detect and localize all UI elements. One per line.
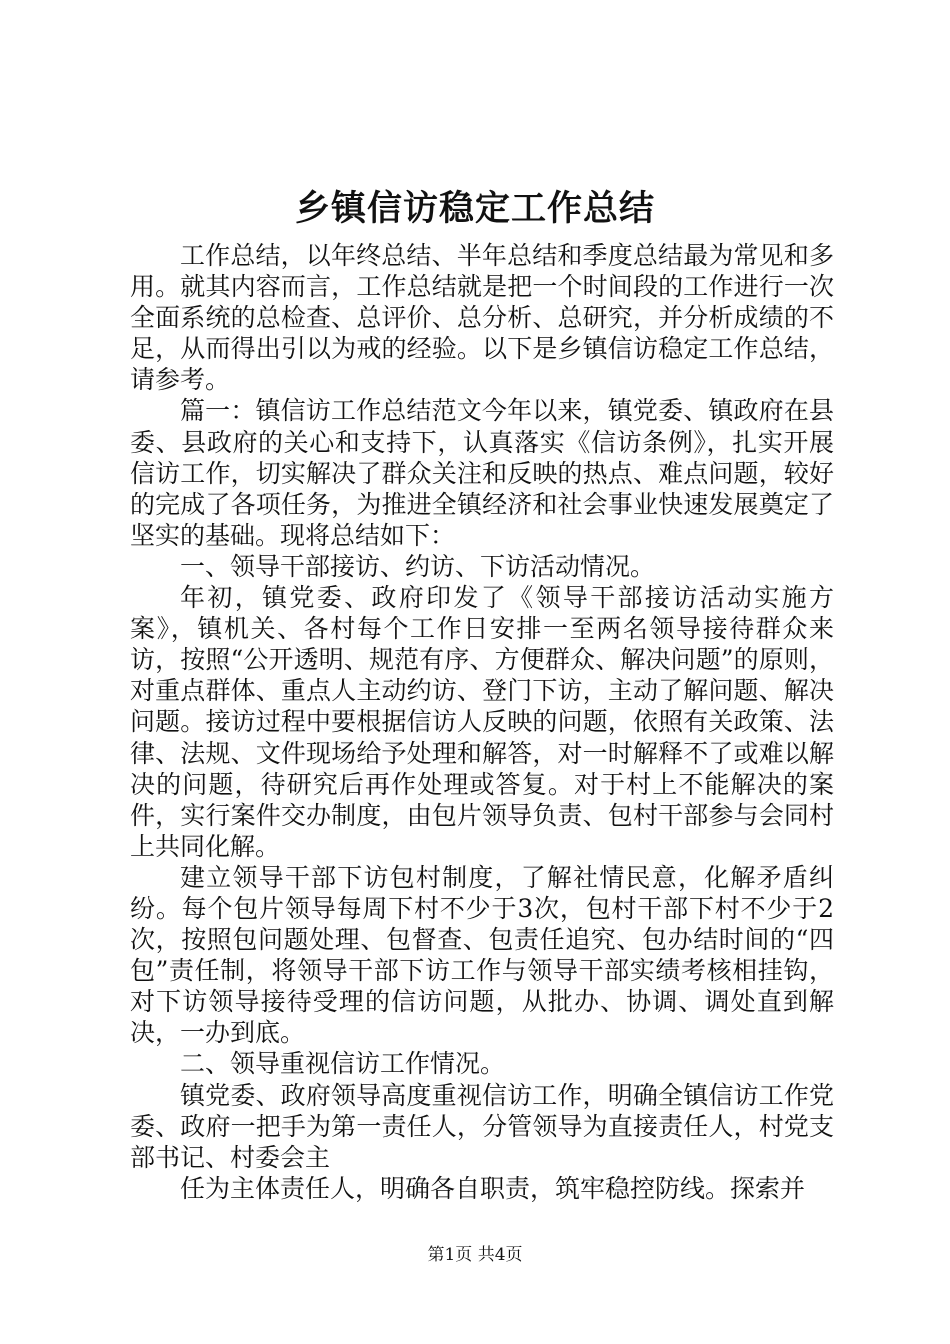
page-title: 乡镇信访稳定工作总结	[294, 188, 655, 229]
section-heading-one: 一、领导干部接访、约访、下访活动情况。	[180, 551, 656, 581]
paragraph-village-visits: 建立领导干部下访包村制度，了解社情民意，化解矛盾纠纷。每个包片领导每周下村不少于3次，包村干部下村不少于2次，按照包问题处理、包督查、包责任追究、包办结时间的“四包”责任制，将领导干部下访工作与领导干部实绩考核相挂钩，对下访领导接待受理的信访问题，从批办、协调、调处直到解决，一办到底。	[130, 862, 834, 1048]
paragraph-leadership: 镇党委、政府领导高度重视信访工作，明确全镇信访工作党委、政府一把手为第一责任人，分管领导为直接责任人，村党支部书记、村委会主	[130, 1080, 834, 1172]
page-number-footer: 第1页 共4页	[427, 1245, 523, 1265]
section-heading-two: 二、领导重视信访工作情况。	[180, 1049, 506, 1079]
paragraph-intro: 工作总结，以年终总结、半年总结和季度总结最为常见和多用。就其内容而言，工作总结就是把一个时间段的工作进行一次全面系统的总检查、总评价、总分析、总研究，并分析成绩的不足，从而得出引以为戒的经验。以下是乡镇信访稳定工作总结，请参考。	[130, 241, 834, 395]
paragraph-responsibility: 任为主体责任人，明确各自职责，筑牢稳控防线。探索并	[180, 1173, 806, 1203]
paragraph-part-one: 篇一：镇信访工作总结范文今年以来，镇党委、镇政府在县委、县政府的关心和支持下，认真落实《信访条例》，扎实开展信访工作，切实解决了群众关注和反映的热点、难点问题，较好的完成了各项任务，为推进全镇经济和社会事业快速发展奠定了坚实的基础。现将总结如下：	[130, 396, 834, 550]
paragraph-reception: 年初，镇党委、政府印发了《领导干部接访活动实施方案》，镇机关、各村每个工作日安排一至两名领导接待群众来访，按照“公开透明、规范有序、方便群众、解决问题”的原则，对重点群体、重点人主动约访、登门下访，主动了解问题、解决问题。接访过程中要根据信访人反映的问题，依照有关政策、法律、法规、文件现场给予处理和解答，对一时解释不了或难以解决的问题，待研究后再作处理或答复。对于村上不能解决的案件，实行案件交办制度，由包片领导负责、包村干部参与会同村上共同化解。	[130, 583, 834, 861]
document-body	[130, 240, 834, 1204]
